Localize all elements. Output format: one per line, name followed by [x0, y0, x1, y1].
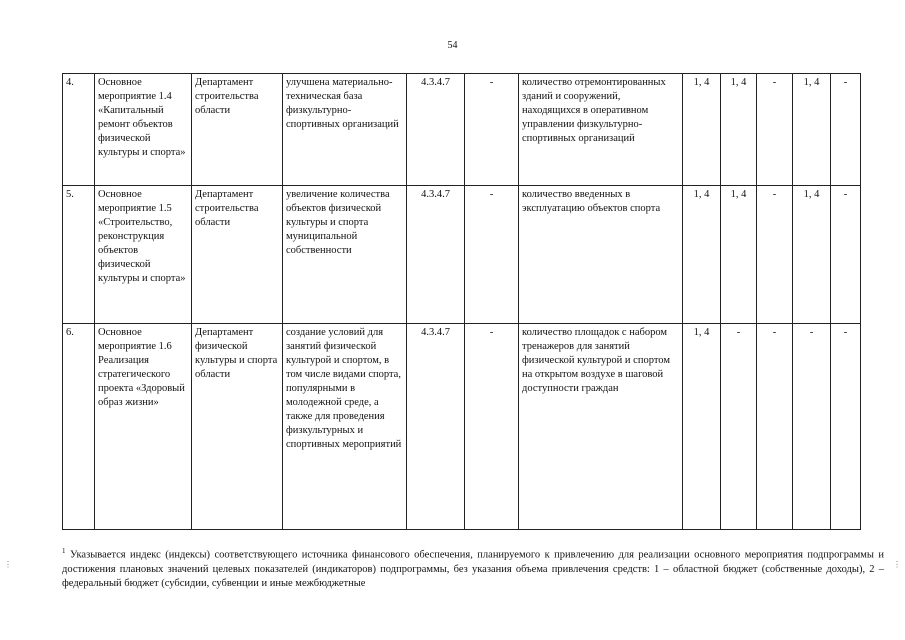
dash-cell: - — [465, 324, 519, 530]
page-number: 54 — [447, 40, 458, 51]
value-cell-5: - — [831, 186, 861, 324]
value-cell-1: 1, 4 — [683, 324, 721, 530]
executor-cell: Департамент строительства области — [192, 74, 283, 186]
value-cell-4: 1, 4 — [793, 186, 831, 324]
table-row — [63, 324, 861, 530]
indicator-cell: количество введенных в эксплуатацию объектов спорта — [519, 186, 683, 324]
row-number: 4. — [63, 74, 95, 186]
row-number: 6. — [63, 324, 95, 530]
margin-marks-left: ⋮ — [4, 560, 12, 569]
activities-table — [62, 73, 861, 530]
activity-cell: Основное мероприятие 1.6 Реализация стратегического проекта «Здоровый образ жизни» — [95, 324, 192, 530]
value-cell-2: 1, 4 — [721, 186, 757, 324]
executor-cell: Департамент физической культуры и спорта области — [192, 324, 283, 530]
value-cell-5: - — [831, 74, 861, 186]
value-cell-4: 1, 4 — [793, 74, 831, 186]
value-cell-3: - — [757, 74, 793, 186]
value-cell-3: - — [757, 186, 793, 324]
table-row — [63, 74, 861, 186]
value-cell-3: - — [757, 324, 793, 530]
value-cell-1: 1, 4 — [683, 186, 721, 324]
result-cell: улучшена материально- техническая база физкультурно-спортивных организаций — [283, 74, 407, 186]
value-cell-4: - — [793, 324, 831, 530]
value-cell-2: 1, 4 — [721, 74, 757, 186]
row-number: 5. — [63, 186, 95, 324]
activity-cell: Основное мероприятие 1.4 «Капитальный ремонт объектов физической культуры и спорта» — [95, 74, 192, 186]
code-cell: 4.3.4.7 — [407, 324, 465, 530]
table-row — [63, 186, 861, 324]
value-cell-5: - — [831, 324, 861, 530]
result-cell: увеличение количества объектов физической культуры и спорта муниципальной собственности — [283, 186, 407, 324]
code-cell: 4.3.4.7 — [407, 186, 465, 324]
result-cell: создание условий для занятий физической культурой и спортом, в том числе видами спорта, популярными в молодежной среде, а также для проведения физкультурных и спортивных мероприятий — [283, 324, 407, 530]
footnote — [62, 544, 884, 591]
value-cell-2: - — [721, 324, 757, 530]
footnote-text: Указывается индекс (индексы) соответствующего источника финансового обеспечения, планируемого к привлечению для реализации основного мероприятия подпрограммы и достижения плановых значений целевых показателей (индикаторов) подпрограммы, без указания объема привлечения средств: 1 – областной бюджет (собственные доходы), 2 – федеральный бюджет (субсидии, субвенции и иные межбюджетные — [62, 549, 885, 589]
value-cell-1: 1, 4 — [683, 74, 721, 186]
code-cell: 4.3.4.7 — [407, 74, 465, 186]
footnote-mark: 1 — [62, 547, 66, 555]
activity-cell: Основное мероприятие 1.5 «Строительство, реконструкция объектов физической культуры и спорта» — [95, 186, 192, 324]
dash-cell: - — [465, 186, 519, 324]
indicator-cell: количество отремонтированных зданий и сооружений, находящихся в оперативном управлении физкультурно-спортивных организаций — [519, 74, 683, 186]
margin-marks-right: ⋮ — [893, 560, 901, 569]
indicator-cell: количество площадок с набором тренажеров для занятий физической культурой и спортом на открытом воздухе в шаговой доступности граждан — [519, 324, 683, 530]
dash-cell: - — [465, 74, 519, 186]
executor-cell: Департамент строительства области — [192, 186, 283, 324]
